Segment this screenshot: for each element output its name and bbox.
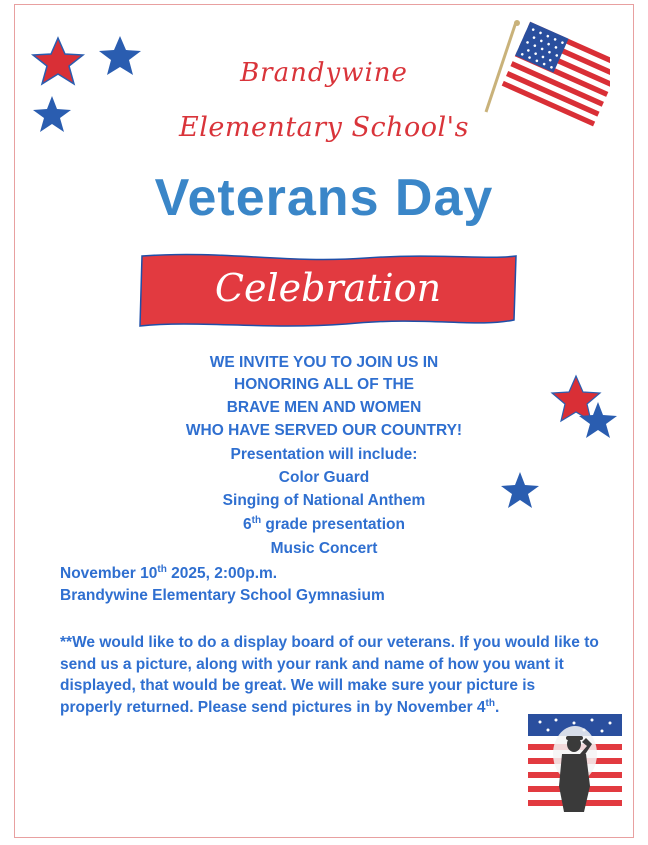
grade-label: grade presentation: [261, 516, 405, 533]
grade-ordinal: th: [251, 515, 262, 526]
note-text: **We would like to do a display board of our veterans. If you would like to send us a picture, along with your rank and name of how you want it displayed, that would be great. We will make sure your picture is properly returned. Please send pictures in by November 4: [60, 634, 599, 716]
page-title: Veterans Day: [154, 169, 494, 227]
program-item: Singing of National Anthem: [222, 492, 426, 509]
note-end: .: [494, 698, 500, 716]
program-item: Color Guard: [278, 469, 370, 486]
invitation-line-3: BRAVE MEN AND WOMEN: [226, 399, 422, 416]
saluting-soldier-image: [528, 714, 622, 812]
invitation-line-4: WHO HAVE SERVED OUR COUNTRY!: [185, 422, 463, 439]
display-board-note: [60, 632, 600, 718]
note-ordinal: th: [485, 697, 495, 709]
program-item: [0, 514, 648, 536]
school-name-line-2: Elementary School's: [179, 112, 469, 143]
event-location: Brandywine Elementary School Gymnasium: [60, 587, 385, 604]
invitation-line-2: HONORING ALL OF THE: [234, 376, 414, 393]
event-date-prefix: November 10: [60, 565, 158, 582]
event-date-time: 2025, 2:00p.m.: [166, 565, 278, 582]
grade-number: 6: [243, 516, 252, 533]
event-date: [60, 563, 277, 585]
school-name-line-1: Brandywine: [240, 58, 408, 88]
invitation-line-1: WE INVITE YOU TO JOIN US IN: [209, 354, 439, 371]
event-date-ordinal: th: [157, 564, 167, 575]
banner-label: Celebration: [214, 266, 442, 310]
program-item: Music Concert: [270, 540, 378, 557]
program-intro: Presentation will include:: [230, 446, 418, 463]
